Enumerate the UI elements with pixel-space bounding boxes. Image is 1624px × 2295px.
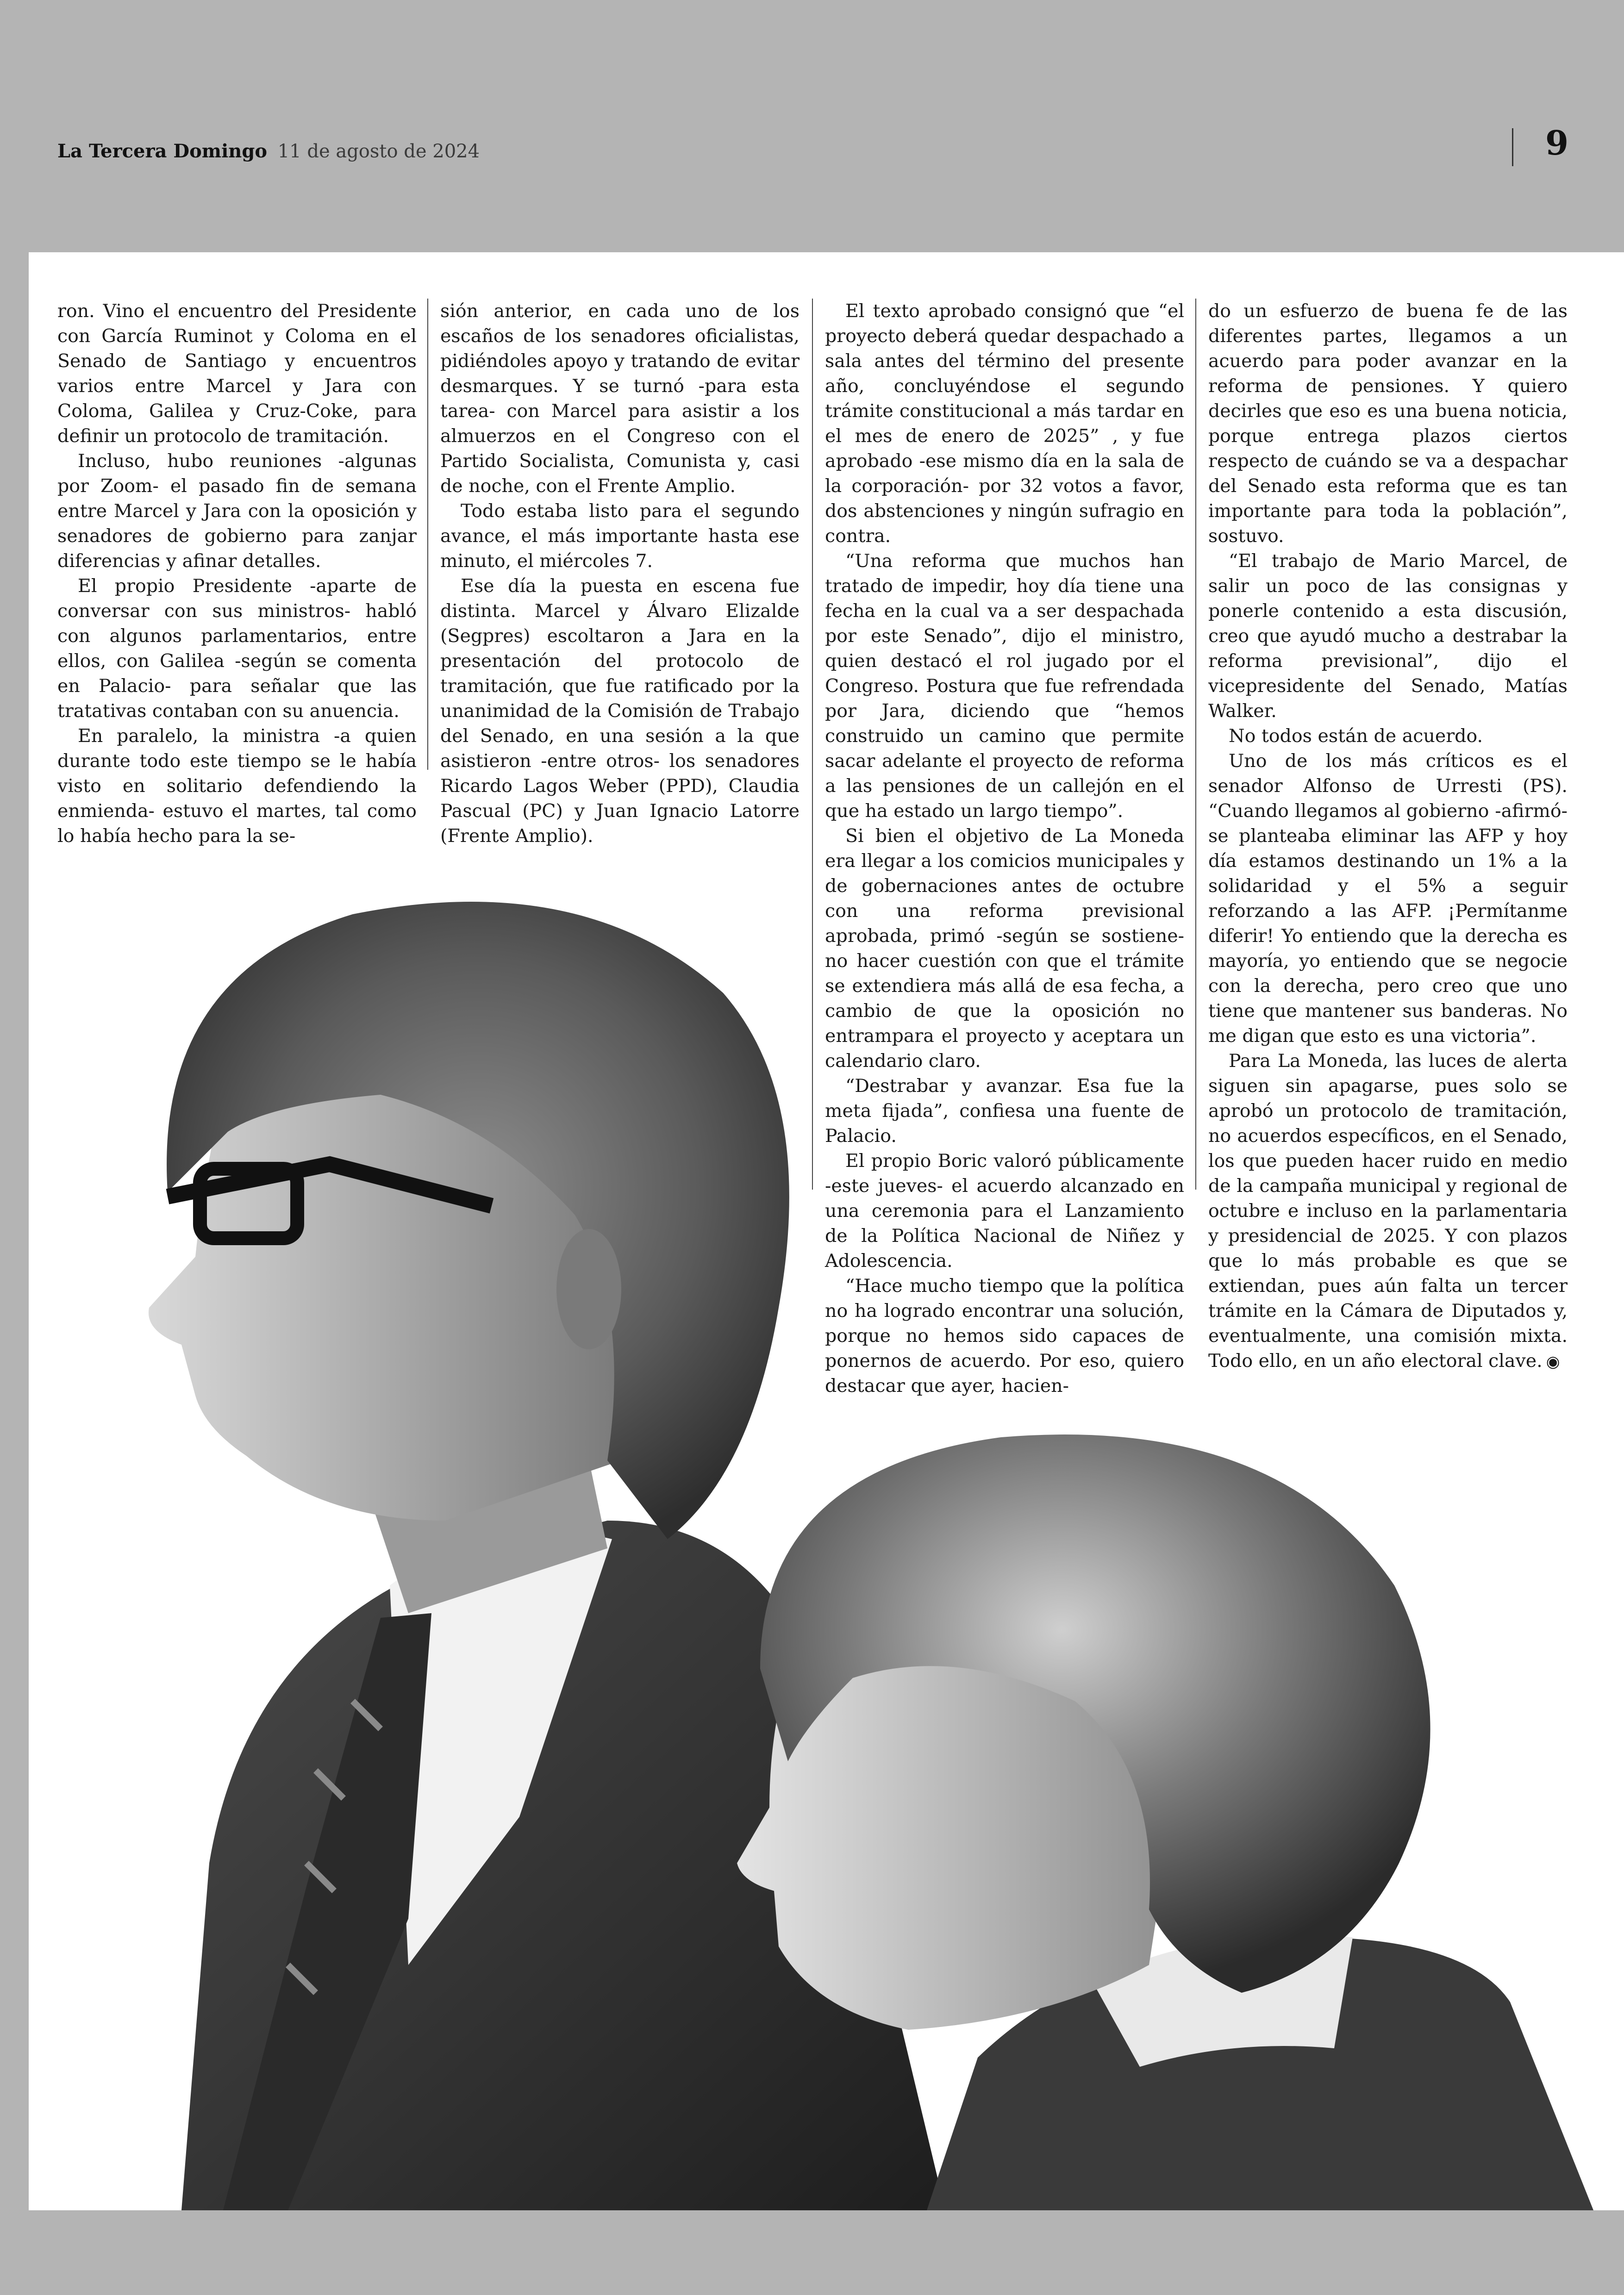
masthead: [57, 140, 480, 162]
paragraph: do un esfuerzo de buena fe de las diferentes partes, llegamos a un acuerdo para poder avanzar en la reforma de pensiones. Y quiero decirles que eso es una buena noticia, porque entrega plazos ciertos respecto de cuándo se va a despachar del Senado esta reforma que es tan importante para toda la población”, sostuvo.: [1208, 300, 1568, 547]
paragraph: El propio Boric valoró públicamente -este jueves- el acuerdo alcanzado en una ceremonia para el Lanzamiento de la Política Nacional de Niñez y Adolescencia.: [825, 1150, 1184, 1272]
article-page: [29, 252, 1624, 2210]
paragraph: ron. Vino el encuentro del Presidente con García Ruminot y Coloma en el Senado de Santiago y encuentros varios entre Marcel y Jara con Coloma, Galilea y Cruz-Coke, para definir un protocolo de tramitación.: [57, 300, 417, 447]
article-column-2: [440, 299, 800, 848]
paragraph: Ese día la puesta en escena fue distinta. Marcel y Álvaro Elizalde (Segpres) escoltaron a Jara en la presentación del protocolo de tramitación, que fue ratificado por la unanimidad de la Comisión de Trabajo del Senado, en una sesión a la que asistieron -entre otros- los senadores Ricardo Lagos Weber (PPD), Claudia Pascual (PC) y Juan Ignacio Latorre (Frente Amplio).: [440, 575, 800, 847]
article-column-1: [57, 299, 417, 848]
paragraph: “Destrabar y avanzar. Esa fue la meta fijada”, confiesa una fuente de Palacio.: [825, 1075, 1184, 1147]
paragraph: “El trabajo de Mario Marcel, de salir un poco de las consignas y ponerle contenido a esta discusión, creo que ayudó mucho a destrabar la reforma previsional”, dijo el vicepresidente del Senado, Matías Walker.: [1208, 550, 1568, 722]
page-header: [0, 0, 1624, 252]
issue-date: 11 de agosto de 2024: [277, 141, 480, 162]
paragraph: Uno de los más críticos es el senador Alfonso de Urresti (PS). “Cuando llegamos al gobierno -afirmó- se planteaba eliminar las AFP y hoy día estamos destinando un 1% a la solidaridad y el 5% a seguir reforzando a las AFP. ¡Permítanme diferir! Yo entiendo que la derecha es mayoría, yo entiendo que se negocie con la derecha, pero creo que uno tiene que mantener sus banderas. No me digan que esto es una victoria”.: [1208, 750, 1568, 1047]
header-divider: [1512, 128, 1513, 166]
paragraph: Si bien el objetivo de La Moneda era llegar a los comicios municipales y de gobernaciones antes de octubre con una reforma previsional aprobada, primó -según se sostiene- no hacer cuestión con que el trámite se extendiera más allá de esa fecha, a cambio de que la oposición no entrampara el proyecto y aceptara un calendario claro.: [825, 825, 1184, 1072]
paragraph: En paralelo, la ministra -a quien durante todo este tiempo se le había visto en solitario defendiendo la enmienda- estuvo el martes, tal como lo había hecho para la se-: [57, 725, 417, 847]
article-photo: [29, 798, 1624, 2210]
page-number: 9: [1545, 123, 1569, 162]
paragraph: sión anterior, en cada uno de los escaños de los senadores oficialistas, pidiéndoles apoyo y tratando de evitar desmarques. Y se turnó -para esta tarea- con Marcel para asistir a los almuerzos en el Congreso con el Partido Socialista, Comunista y, casi de noche, con el Frente Amplio.: [440, 300, 800, 497]
paragraph: El propio Presidente -aparte de conversar con sus ministros- habló con algunos parlamentarios, entre ellos, con Galilea -según se comenta en Palacio- para señalar que las tratativas contaban con su anuencia.: [57, 575, 417, 722]
paragraph: “Una reforma que muchos han tratado de impedir, hoy día tiene una fecha en la cual va a ser despachada por este Senado”, dijo el ministro, quien destacó el rol jugado por el Congreso. Postura que fue refrendada por Jara, diciendo que “hemos construido un camino que permite sacar adelante el proyecto de reforma a las pensiones de un callejón en el que ha estado un largo tiempo”.: [825, 550, 1184, 822]
paragraph: Incluso, hubo reuniones -algunas por Zoom- el pasado fin de semana entre Marcel y Jara con la oposición y senadores de gobierno para zanjar diferencias y afinar detalles.: [57, 450, 417, 572]
closing-paragraph-text: Para La Moneda, las luces de alerta siguen sin apagarse, pues solo se aprobó un protocolo de tramitación, no acuerdos específicos, en el Senado, los que pueden hacer ruido en medio de la campaña municipal y regional de octubre e incluso en la parlamentaria y presidencial de 2025. Y con plazos que lo más probable es que se extiendan, pues aún falta un tercer trámite en la Cámara de Diputados y, eventualmente, una comisión mixta. Todo ello, en un año electoral clave.: [1208, 1050, 1568, 1372]
end-of-article-icon: ◉: [1546, 1353, 1560, 1371]
paragraph: El texto aprobado consignó que “el proyecto deberá quedar despachado a sala antes del término del presente año, concluyéndose el segundo trámite constitucional a más tardar en el mes de enero de 2025” , y fue aprobado -ese mismo día en la sala de la corporación- por 32 votos a favor, dos abstenciones y ningún sufragio en contra.: [825, 300, 1184, 547]
paragraph: Todo estaba listo para el segundo avance, el más importante hasta ese minuto, el miércoles 7.: [440, 500, 800, 572]
paragraph: “Hace mucho tiempo que la política no ha logrado encontrar una solución, porque no hemos sido capaces de ponernos de acuerdo. Por eso, quiero destacar que ayer, hacien-: [825, 1275, 1184, 1397]
column-rule: [427, 299, 428, 770]
paragraph: No todos están de acuerdo.: [1229, 725, 1483, 747]
publication-name: La Tercera Domingo: [57, 140, 268, 162]
